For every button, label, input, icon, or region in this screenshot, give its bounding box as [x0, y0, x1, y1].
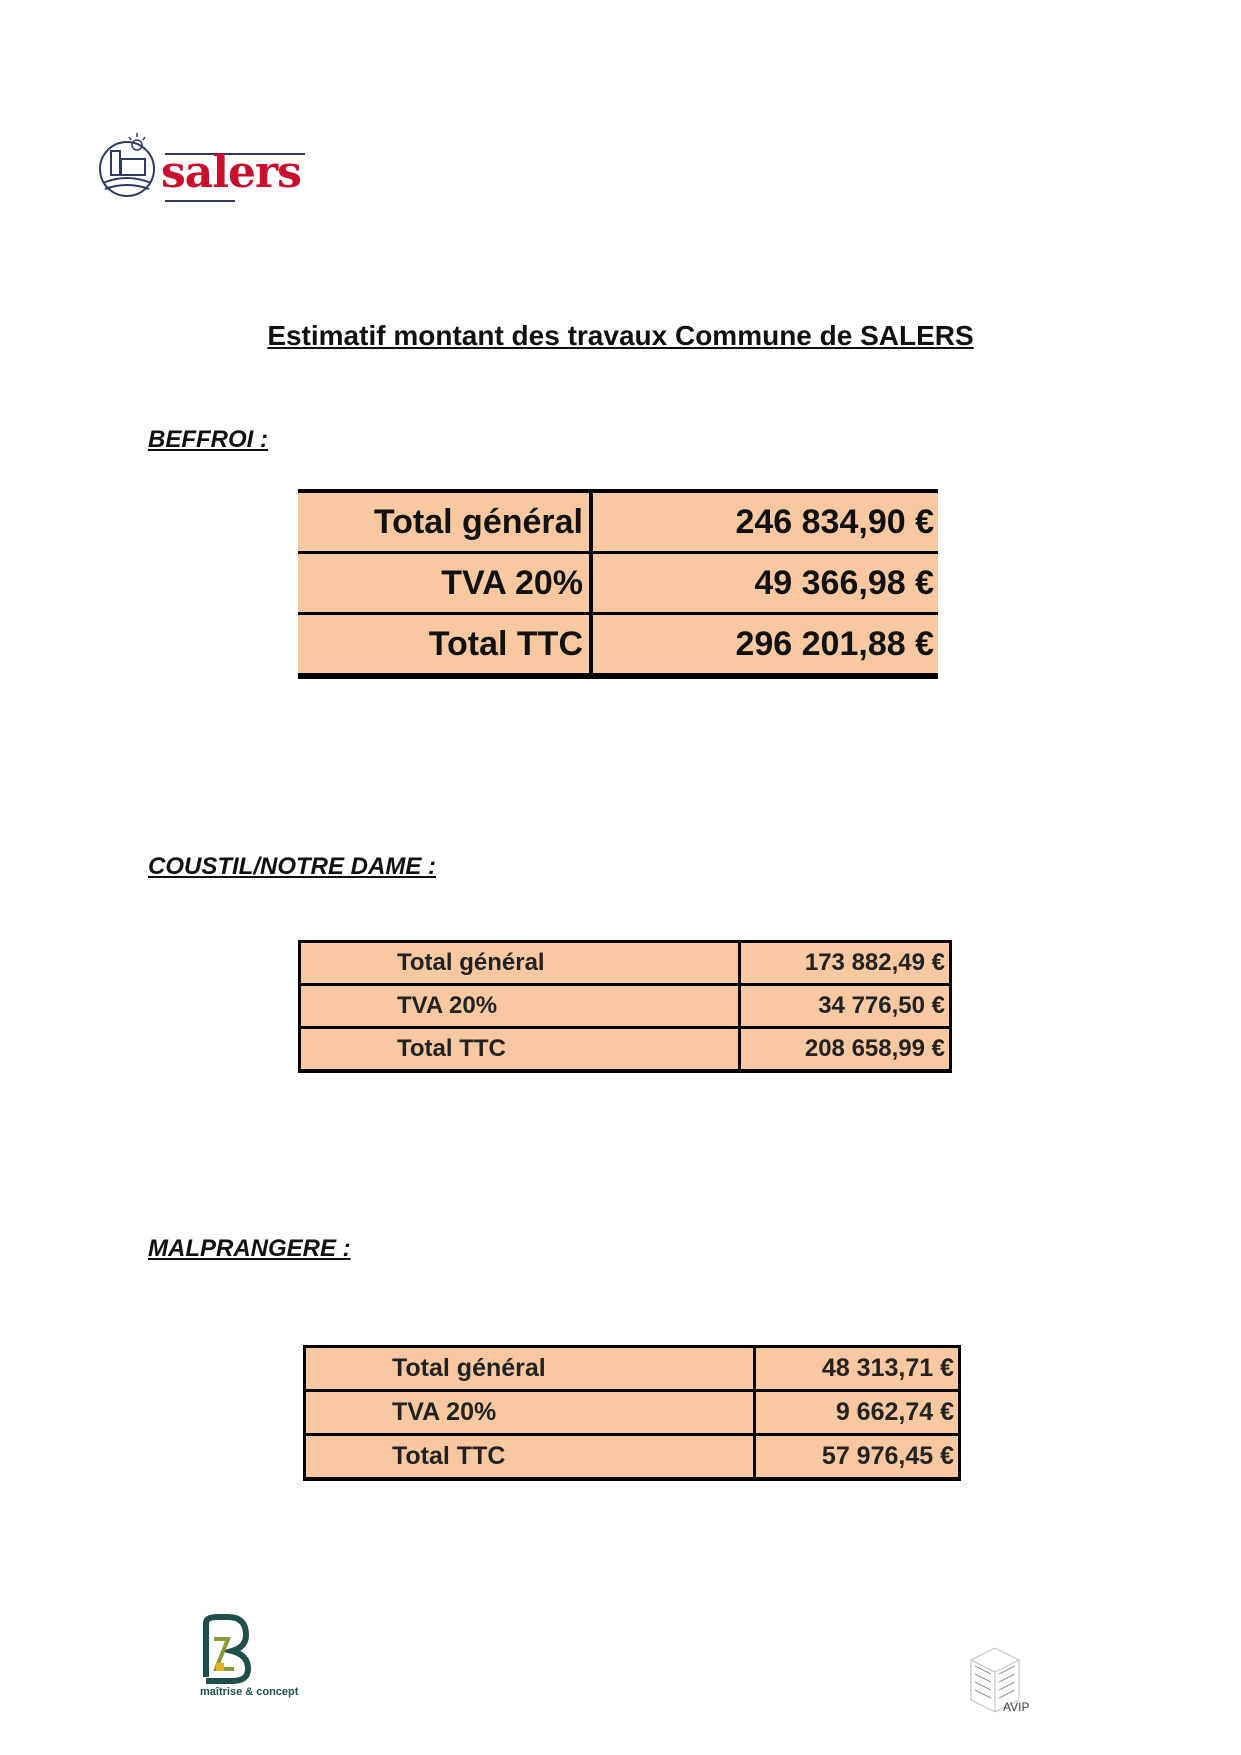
section-label-malprangere: MALPRANGERE :	[148, 1235, 351, 1262]
table-row	[298, 491, 938, 553]
row-value: 173 882,49 €	[740, 942, 951, 985]
avip-logo-text: AVIP	[1003, 1700, 1030, 1714]
row-value: 9 662,74 €	[755, 1391, 960, 1435]
row-value: 49 366,98 €	[591, 553, 938, 614]
estimate-table-malprangere	[303, 1345, 961, 1481]
row-value: 57 976,45 €	[821, 1442, 954, 1470]
row-value: 208 658,99 €	[804, 1035, 945, 1062]
row-label: Total TTC	[300, 1028, 740, 1072]
page-title: Estimatif montant des travaux Commune de SALERS	[267, 320, 974, 351]
section-label-coustil: COUSTIL/NOTRE DAME :	[148, 853, 436, 880]
row-label: TVA 20%	[300, 985, 740, 1028]
row-label: Total TTC	[298, 614, 591, 677]
table-row	[300, 1028, 951, 1072]
estimate-table-coustil	[298, 940, 952, 1073]
row-value: 34 776,50 €	[740, 985, 951, 1028]
estimate-table-beffroi	[298, 489, 938, 679]
table-row	[298, 614, 938, 677]
table-row	[300, 942, 951, 985]
row-value: 296 201,88 €	[735, 624, 934, 663]
table-row	[305, 1391, 960, 1435]
town-emblem-icon	[95, 125, 159, 205]
row-label: Total général	[305, 1347, 755, 1391]
table-row	[298, 553, 938, 614]
logo-wordmark: salers	[161, 147, 301, 198]
row-label: Total TTC	[305, 1435, 755, 1480]
salers-logo	[95, 125, 315, 205]
section-label-beffroi: BEFFROI :	[148, 426, 268, 453]
maitrise-concept-emblem-icon	[198, 1615, 299, 1715]
row-value: 48 313,71 €	[755, 1347, 960, 1391]
row-value: 246 834,90 €	[591, 491, 938, 553]
avip-logo	[965, 1640, 1035, 1720]
table-row	[305, 1435, 960, 1480]
table-row	[300, 985, 951, 1028]
table-row	[305, 1347, 960, 1391]
row-label: TVA 20%	[298, 553, 591, 614]
row-label: Total général	[298, 491, 591, 553]
maitrise-logo-text: maîtrise & concept	[200, 1686, 299, 1698]
row-label: Total général	[300, 942, 740, 985]
row-label: TVA 20%	[305, 1391, 755, 1435]
maitrise-concept-logo	[198, 1615, 299, 1715]
